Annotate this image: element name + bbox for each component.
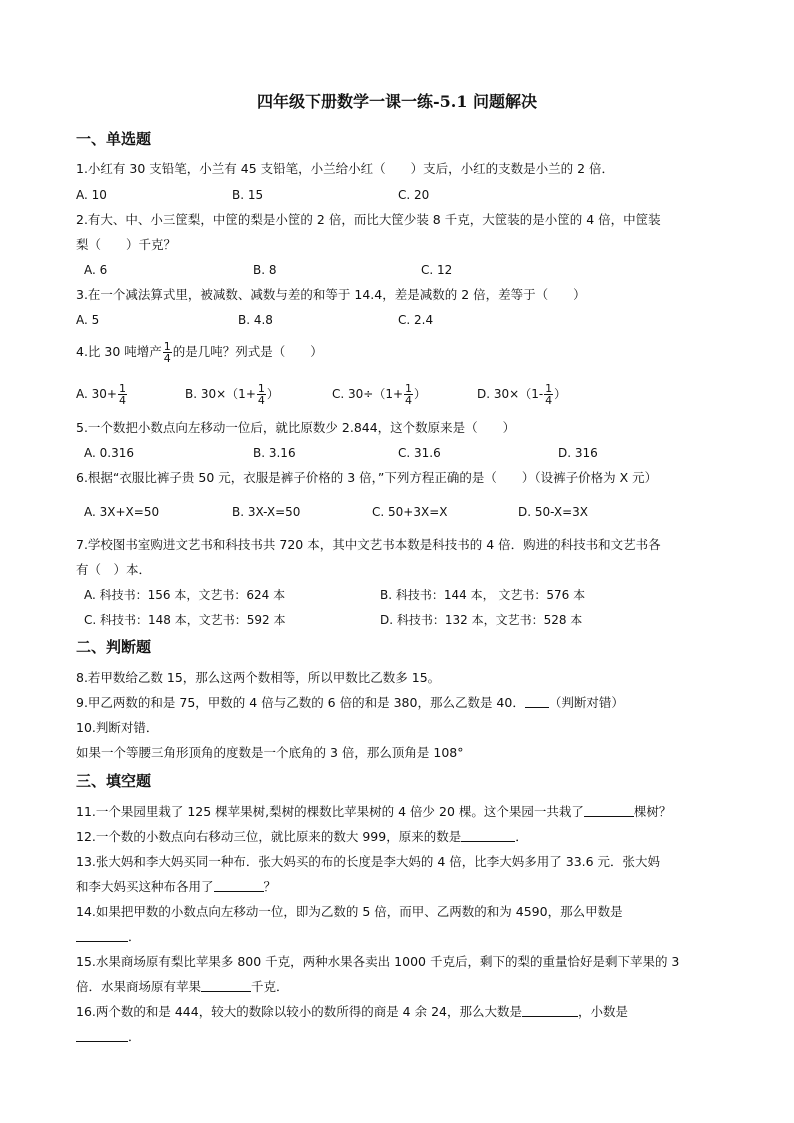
page-title: 四年级下册数学一课一练-5.1 问题解决	[256, 92, 538, 111]
fraction-one-quarter: $\frac{1}{4}$	[118, 382, 126, 407]
question-15-line-1: 15.水果商场原有梨比苹果多 800 千克，两种水果各卖出 1000 千克后，剩下的梨的重量恰好是剩下苹果的 3	[76, 954, 680, 969]
question-6: 6.根据“衣服比裤子贵 50 元，衣服是裤子价格的 3 倍，”下列方程正确的是（ ）（设裤子价格为 X 元）	[76, 470, 658, 485]
question-4	[76, 341, 323, 364]
section-heading-true-false: 二、判断题	[76, 638, 152, 656]
question-16-line-1: 16.两个数的和是 444，较大的数除以较小的数所得的商是 4 余 24，那么大数是 ，小数是	[76, 1004, 629, 1019]
question-12: 12.一个数的小数点向右移动三位，就比原来的数大 999，原来的数是 ．	[76, 829, 528, 844]
answer-blank[interactable]	[76, 1029, 128, 1042]
fraction-one-quarter: $\frac{1}{4}$	[405, 382, 413, 407]
question-7-line-2: 有（ ）本．	[76, 562, 152, 577]
q5-option-d: D. 316	[558, 446, 598, 460]
answer-blank[interactable]	[522, 1004, 578, 1017]
q6-option-a: A. 3X+X=50	[84, 505, 160, 519]
question-15-line-2: 倍．水果商场原有苹果 千克．	[76, 979, 289, 994]
fraction-one-quarter: $\frac{1}{4}$	[163, 340, 171, 365]
question-5: 5.一个数把小数点向左移动一位后，就比原数少 2.844，这个数原来是（ ）	[76, 420, 516, 435]
q1-option-c: C. 20	[398, 188, 430, 202]
answer-blank[interactable]	[584, 804, 634, 817]
question-1: 1.小红有 30 支铅笔，小兰有 45 支铅笔，小兰给小红（ ）支后，小红的支数是小兰的 2 倍．	[76, 161, 615, 176]
question-7-line-1: 7.学校图书室购进文艺书和科技书共 720 本，其中文艺书本数是科技书的 4 倍．购进的科技书和文艺书各	[76, 537, 661, 552]
question-8: 8.若甲数给乙数 15，那么这两个数相等，所以甲数比乙数多 15。	[76, 670, 441, 685]
answer-blank[interactable]	[201, 979, 251, 992]
answer-blank[interactable]	[214, 879, 264, 892]
answer-blank[interactable]	[76, 929, 128, 942]
question-2-line-2: 梨（ ）千克？	[76, 237, 177, 252]
question-14-line-1: 14.如果把甲数的小数点向左移动一位，即为乙数的 5 倍，而甲、乙两数的和为 4590，那么甲数是	[76, 904, 623, 919]
q1-option-b: B. 15	[232, 188, 264, 202]
q3-option-b: B. 4.8	[238, 313, 273, 327]
section-heading-single-choice: 一、单选题	[76, 130, 152, 148]
q6-option-d: D. 50-X=3X	[518, 505, 589, 519]
q6-option-c: C. 50+3X=X	[372, 505, 448, 519]
section-heading-fill-in: 三、填空题	[76, 772, 152, 790]
q2-option-b: B. 8	[253, 263, 277, 277]
question-10-line-2: 如果一个等腰三角形顶角的度数是一个底角的 3 倍，那么顶角是 108°	[76, 745, 464, 760]
q5-option-b: B. 3.16	[253, 446, 296, 460]
q5-option-c: C. 31.6	[398, 446, 441, 460]
q7-option-a: A. 科技书：156 本，文艺书：624 本	[84, 588, 286, 602]
q4-option-d: D. 30×（1- $\frac{1}{4}$ ）	[477, 382, 567, 407]
question-2-line-1: 2.有大、中、小三筐梨，中筐的梨是小筐的 2 倍，而比大筐少装 8 千克，大筐装的是小筐的 4 倍，中筐装	[76, 212, 661, 227]
q2-option-a: A. 6	[84, 263, 108, 277]
q1-option-a: A. 10	[76, 188, 107, 202]
question-13-line-2: 和李大妈买这种布各用了 ？	[76, 879, 277, 894]
q4-option-b: B. 30×（1+ $\frac{1}{4}$ ）	[185, 382, 279, 407]
q7-option-b: B. 科技书：144 本， 文艺书：576 本	[380, 588, 586, 602]
q7-option-d: D. 科技书：132 本，文艺书：528 本	[380, 613, 583, 627]
question-3: 3.在一个减法算式里，被减数、减数与差的和等于 14.4，差是减数的 2 倍，差等于（ ）	[76, 287, 586, 302]
answer-blank[interactable]	[461, 829, 515, 842]
answer-blank[interactable]	[525, 695, 549, 708]
q4-option-a: A. 30+ $\frac{1}{4}$	[76, 382, 126, 407]
question-10-line-1: 10.判断对错．	[76, 720, 159, 735]
question-11: 11.一个果园里栽了 125 棵苹果树,梨树的棵数比苹果树的 4 倍少 20 棵。这个果园一共栽了 棵树？	[76, 804, 672, 819]
fraction-one-quarter: $\frac{1}{4}$	[545, 382, 553, 407]
q5-option-a: A. 0.316	[84, 446, 134, 460]
q3-option-a: A. 5	[76, 313, 100, 327]
q3-option-c: C. 2.4	[398, 313, 434, 327]
q4-option-c: C. 30÷（1+ $\frac{1}{4}$ ）	[332, 382, 427, 407]
q4-text-post: 的是几吨？列式是（ ）	[172, 344, 323, 359]
question-13-line-1: 13.张大妈和李大妈买同一种布．张大妈买的布的长度是李大妈的 4 倍，比李大妈多用了 33.6 元．张大妈	[76, 854, 661, 869]
question-9: 9.甲乙两数的和是 75，甲数的 4 倍与乙数的 6 倍的和是 380，那么乙数是 40． （判断对错）	[76, 695, 624, 710]
q2-option-c: C. 12	[421, 263, 453, 277]
fraction-one-quarter: $\frac{1}{4}$	[257, 382, 265, 407]
q6-option-b: B. 3X-X=50	[232, 505, 301, 519]
q4-text-pre: 4.比 30 吨增产	[76, 344, 162, 359]
question-16-line-2: ．	[76, 1029, 141, 1045]
q7-option-c: C. 科技书：148 本，文艺书：592 本	[84, 613, 286, 627]
question-14-line-2: ．	[76, 929, 141, 945]
